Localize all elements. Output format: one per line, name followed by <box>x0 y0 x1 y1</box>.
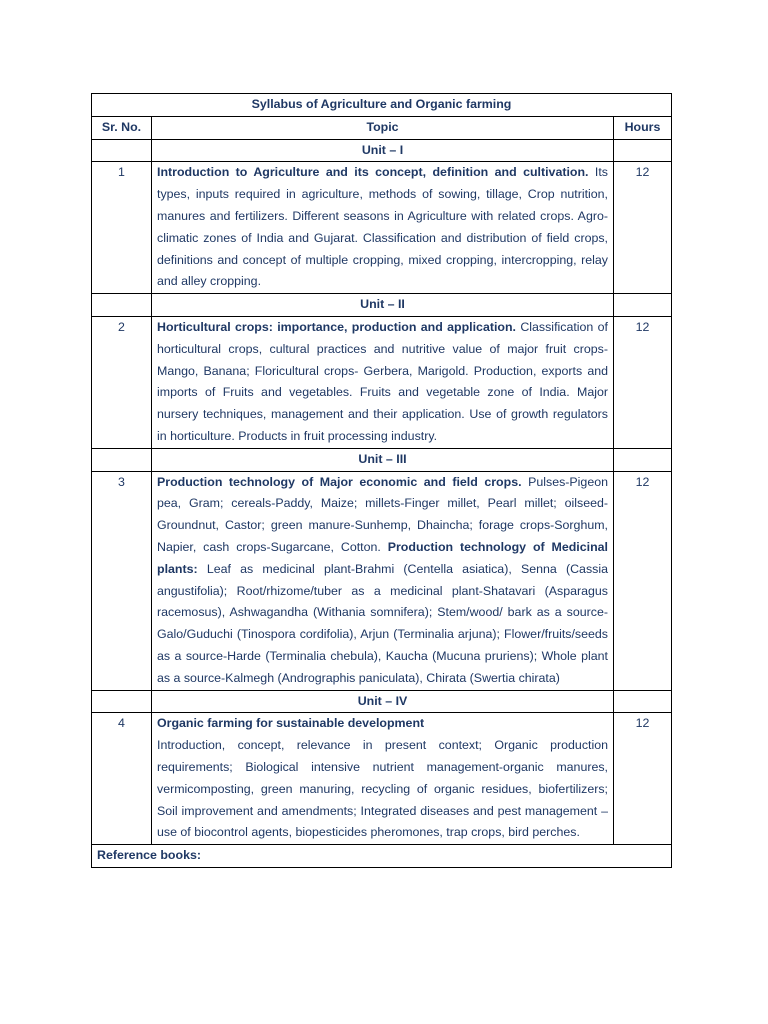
topic-1 <box>152 162 614 294</box>
hours-4: 12 <box>614 713 672 845</box>
unit-spacer-cell <box>614 448 672 471</box>
sr-no-3: 3 <box>92 471 152 690</box>
syllabus-table <box>91 93 672 868</box>
unit-spacer-cell <box>614 294 672 317</box>
unit-label-4: Unit – IV <box>152 690 614 713</box>
unit-row-2 <box>92 294 672 317</box>
unit-spacer-cell <box>614 139 672 162</box>
topic-body-3b: Leaf as medicinal plant-Brahmi (Centella asiatica), Senna (Cassia angustifolia); Root/rhizome/tuber as a medicinal plant-Shatavari (Asparagus racemosus), Ashwagandha (Withania somnifera); Stem/wood/ bark as a source-Galo/Guduchi (Tinospora cordifolia), Arjun (Terminalia arjuna); Flower/fruits/seeds as a source-Harde (Terminalia chebula), Kaucha (Mucuna pruriens); Whole plant as a source-Kalmegh (Andrographis paniculata), Chirata (Swertia chirata) <box>157 561 608 685</box>
unit-row-4 <box>92 690 672 713</box>
table-row <box>92 471 672 690</box>
table-title-row <box>92 94 672 117</box>
topic-heading-3: Production technology of Major economic and field crops. <box>157 474 522 489</box>
unit-spacer-cell <box>92 690 152 713</box>
unit-spacer-cell <box>614 690 672 713</box>
reference-row <box>92 845 672 868</box>
table-row <box>92 162 672 294</box>
topic-3 <box>152 471 614 690</box>
topic-2 <box>152 316 614 448</box>
sr-no-1: 1 <box>92 162 152 294</box>
table-row <box>92 316 672 448</box>
unit-spacer-cell <box>92 448 152 471</box>
unit-spacer-cell <box>92 294 152 317</box>
header-topic: Topic <box>152 116 614 139</box>
topic-body-1: Its types, inputs required in agriculture, methods of sowing, tillage, Crop nutrition, manures and fertilizers. Different seasons in Agriculture with related crops. Agro-climatic zones of India and Gujarat. Classification and distribution of field crops, definitions and concept of multiple cropping, mixed cropping, intercropping, relay and alley cropping. <box>157 165 608 289</box>
topic-heading-4: Organic farming for sustainable development <box>157 716 425 731</box>
topic-4 <box>152 713 614 845</box>
topic-body-3: Pulses-Pigeon pea, Gram; cereals-Paddy, Maize; millets-Finger millet, Pearl millet; oilseed-Groundnut, Castor; green manure-Sunhemp, Dhaincha; forage crops-Sorghum, Napier, cash crops-Sugarcane, Cotton. <box>157 474 608 554</box>
table-title: Syllabus of Agriculture and Organic farming <box>92 94 672 117</box>
hours-2: 12 <box>614 316 672 448</box>
unit-label-1: Unit – I <box>152 139 614 162</box>
hours-3: 12 <box>614 471 672 690</box>
topic-body-2: Classification of horticultural crops, cultural practices and nutritive value of major fruit crops-Mango, Banana; Floricultural crops- Gerbera, Marigold. Production, exports and imports of Fruits and vegetables. Fruits and vegetable zone of India. Major nursery techniques, management and their application. Use of growth regulators in horticulture. Products in fruit processing industry. <box>157 319 608 443</box>
header-hours: Hours <box>614 116 672 139</box>
unit-label-3: Unit – III <box>152 448 614 471</box>
table-header-row <box>92 116 672 139</box>
hours-1: 12 <box>614 162 672 294</box>
topic-heading-1: Introduction to Agriculture and its concept, definition and cultivation. <box>157 165 589 180</box>
topic-heading-2: Horticultural crops: importance, production and application. <box>157 319 516 334</box>
sr-no-4: 4 <box>92 713 152 845</box>
unit-spacer-cell <box>92 139 152 162</box>
header-sr-no: Sr. No. <box>92 116 152 139</box>
table-row <box>92 713 672 845</box>
reference-books-label: Reference books: <box>92 845 672 868</box>
unit-label-2: Unit – II <box>152 294 614 317</box>
sr-no-2: 2 <box>92 316 152 448</box>
unit-row-3 <box>92 448 672 471</box>
topic-heading-3b: Production technology of Medicinal plants: <box>157 539 608 576</box>
unit-row-1 <box>92 139 672 162</box>
topic-body-4: Introduction, concept, relevance in present context; Organic production requirements; Biological intensive nutrient management-organic manures, vermicomposting, green manuring, recycling of organic residues, biofertilizers; Soil improvement and amendments; Integrated diseases and pest management – use of biocontrol agents, biopesticides pheromones, trap crops, bird perches. <box>157 738 608 840</box>
